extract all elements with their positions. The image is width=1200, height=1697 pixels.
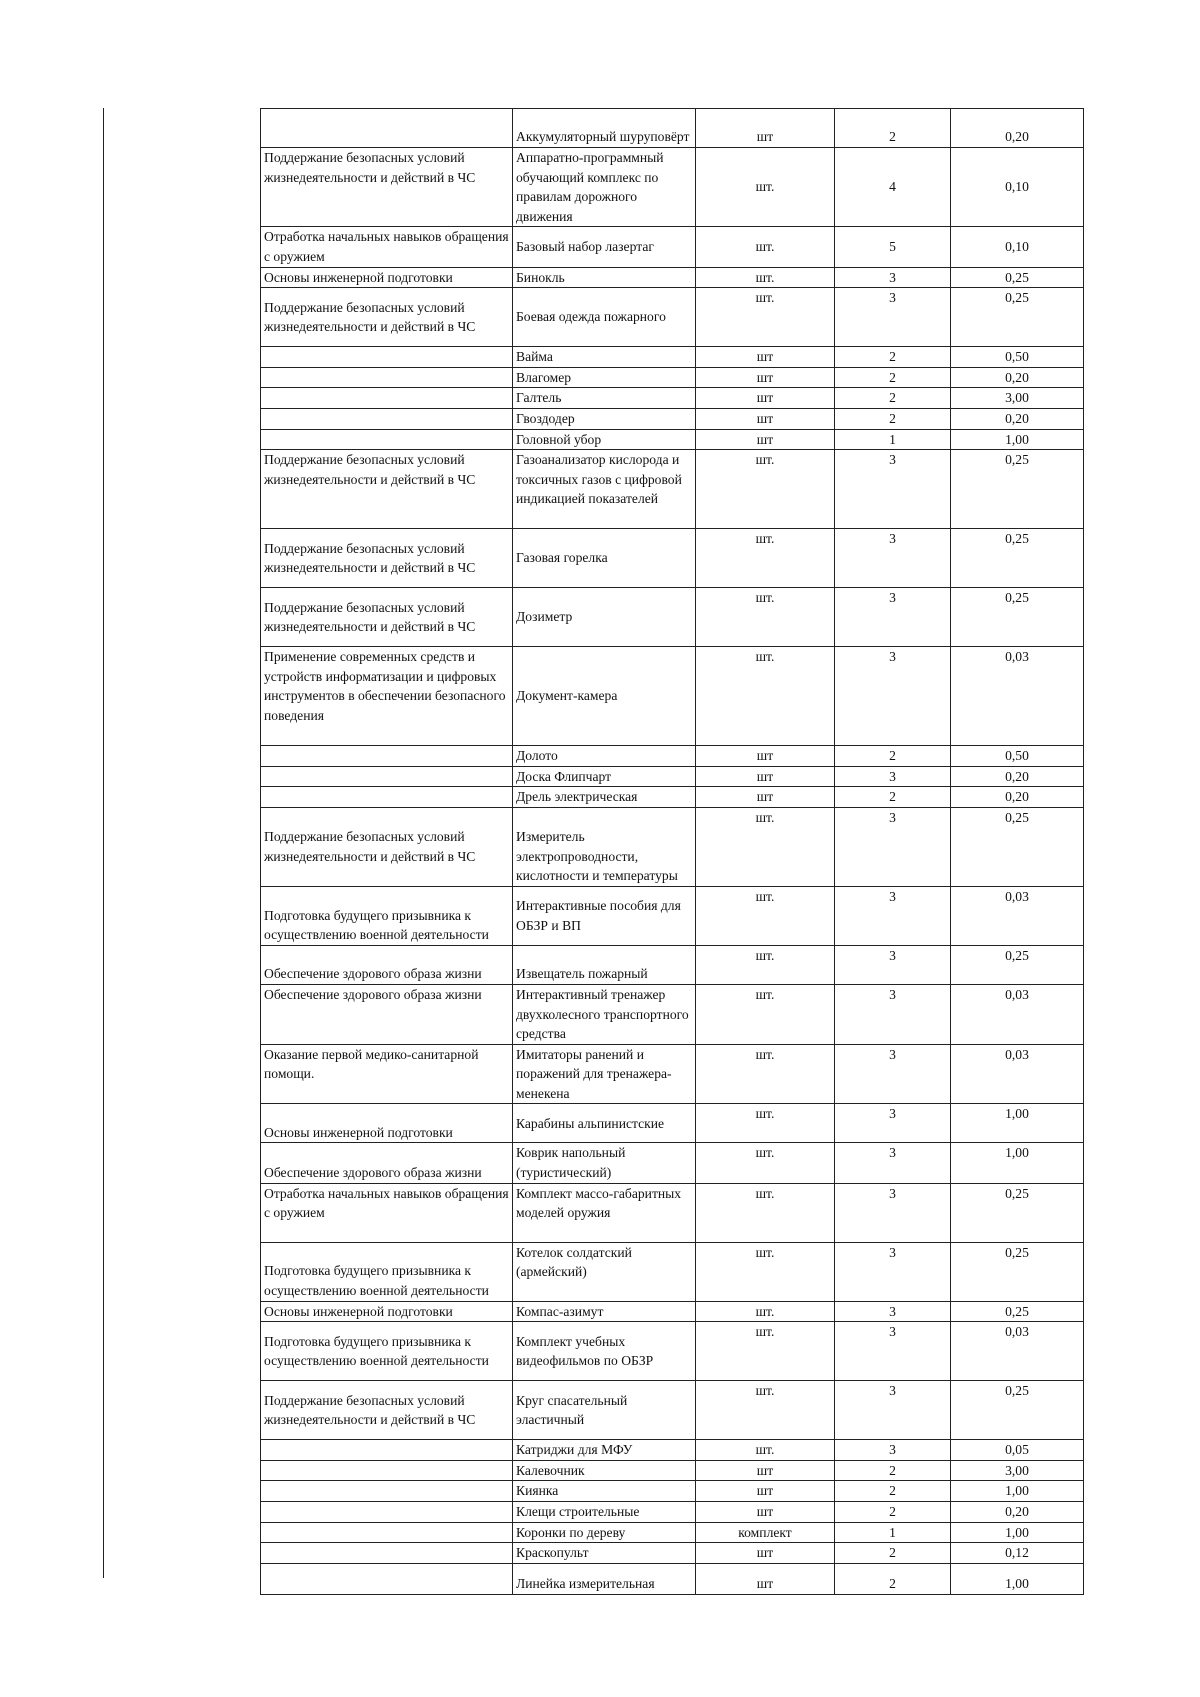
cell-study-area [261, 1543, 513, 1564]
table-row [261, 367, 1084, 388]
cell-quantity: 2 [835, 367, 951, 388]
cell-item-name: Головной убор [513, 429, 696, 450]
cell-coefficient: 1,00 [951, 1563, 1084, 1594]
cell-item-name: Аккумуляторный шуруповёрт [513, 109, 696, 148]
cell-unit: шт. [696, 1381, 835, 1440]
cell-item-name: Газоанализатор кислорода и токсичных газов с цифровой индикацией показателей [513, 450, 696, 529]
cell-study-area: Применение современных средств и устройств информатизации и цифровых инструментов в обеспечении безопасного поведения [261, 647, 513, 746]
cell-quantity: 3 [835, 945, 951, 984]
cell-quantity: 3 [835, 766, 951, 787]
cell-study-area: Поддержание безопасных условий жизнедеятельности и действий в ЧС [261, 807, 513, 886]
cell-study-area: Подготовка будущего призывника к осуществлению военной деятельности [261, 1242, 513, 1301]
table-row [261, 886, 1084, 945]
cell-quantity: 3 [835, 1044, 951, 1104]
cell-coefficient: 0,25 [951, 1301, 1084, 1322]
cell-study-area: Поддержание безопасных условий жизнедеятельности и действий в ЧС [261, 148, 513, 227]
cell-quantity: 3 [835, 1381, 951, 1440]
cell-item-name: Боевая одежда пожарного [513, 288, 696, 347]
cell-coefficient: 0,25 [951, 450, 1084, 529]
cell-item-name: Комплект учебных видеофильмов по ОБЗР [513, 1322, 696, 1381]
cell-quantity: 2 [835, 388, 951, 409]
cell-study-area: Поддержание безопасных условий жизнедеятельности и действий в ЧС [261, 1381, 513, 1440]
cell-coefficient: 3,00 [951, 1460, 1084, 1481]
cell-unit: шт [696, 109, 835, 148]
cell-item-name: Компас-азимут [513, 1301, 696, 1322]
cell-coefficient: 3,00 [951, 388, 1084, 409]
inventory-table-body [261, 109, 1084, 1595]
cell-coefficient: 0,03 [951, 647, 1084, 746]
table-row [261, 227, 1084, 267]
cell-item-name: Дрель электрическая [513, 787, 696, 808]
cell-quantity: 3 [835, 288, 951, 347]
cell-study-area: Поддержание безопасных условий жизнедеятельности и действий в ЧС [261, 450, 513, 529]
cell-study-area: Обеспечение здорового образа жизни [261, 1143, 513, 1183]
cell-quantity: 3 [835, 450, 951, 529]
cell-item-name: Доска Флипчарт [513, 766, 696, 787]
cell-unit: шт. [696, 148, 835, 227]
cell-study-area [261, 787, 513, 808]
cell-study-area [261, 1440, 513, 1461]
cell-coefficient: 0,20 [951, 408, 1084, 429]
cell-coefficient: 0,03 [951, 1044, 1084, 1104]
cell-item-name: Калевочник [513, 1460, 696, 1481]
cell-unit: шт [696, 787, 835, 808]
cell-item-name: Влагомер [513, 367, 696, 388]
cell-coefficient: 0,20 [951, 109, 1084, 148]
table-row [261, 647, 1084, 746]
cell-coefficient: 0,25 [951, 267, 1084, 288]
cell-unit: шт [696, 1502, 835, 1523]
table-row [261, 267, 1084, 288]
cell-unit: шт. [696, 1143, 835, 1183]
cell-quantity: 3 [835, 1242, 951, 1301]
cell-coefficient: 0,25 [951, 807, 1084, 886]
table-row [261, 1104, 1084, 1143]
cell-unit: шт. [696, 588, 835, 647]
cell-study-area: Поддержание безопасных условий жизнедеятельности и действий в ЧС [261, 588, 513, 647]
cell-study-area: Оказание первой медико-санитарной помощи. [261, 1044, 513, 1104]
table-row [261, 1381, 1084, 1440]
table-row [261, 766, 1084, 787]
table-row [261, 1183, 1084, 1242]
cell-unit: шт [696, 1543, 835, 1564]
cell-unit: шт [696, 367, 835, 388]
cell-study-area: Подготовка будущего призывника к осуществлению военной деятельности [261, 886, 513, 945]
cell-coefficient: 0,25 [951, 1242, 1084, 1301]
cell-study-area [261, 746, 513, 767]
cell-unit: шт. [696, 1440, 835, 1461]
cell-unit: шт [696, 347, 835, 368]
table-row [261, 746, 1084, 767]
table-row [261, 450, 1084, 529]
table-row [261, 1460, 1084, 1481]
cell-study-area: Отработка начальных навыков обращения с оружием [261, 1183, 513, 1242]
cell-coefficient: 0,25 [951, 288, 1084, 347]
table-row [261, 984, 1084, 1044]
cell-item-name: Комплект массо-габаритных моделей оружия [513, 1183, 696, 1242]
cell-study-area [261, 1481, 513, 1502]
table-row [261, 388, 1084, 409]
cell-item-name: Катриджи для МФУ [513, 1440, 696, 1461]
cell-study-area [261, 388, 513, 409]
cell-unit: шт. [696, 1104, 835, 1143]
cell-item-name: Клещи строительные [513, 1502, 696, 1523]
cell-coefficient: 0,20 [951, 1502, 1084, 1523]
cell-study-area [261, 367, 513, 388]
cell-item-name: Краскопульт [513, 1543, 696, 1564]
cell-unit: шт. [696, 267, 835, 288]
cell-unit: шт. [696, 807, 835, 886]
cell-coefficient: 0,25 [951, 1381, 1084, 1440]
cell-quantity: 2 [835, 1563, 951, 1594]
cell-item-name: Базовый набор лазертаг [513, 227, 696, 267]
cell-study-area [261, 109, 513, 148]
cell-unit: шт. [696, 1044, 835, 1104]
table-row [261, 1143, 1084, 1183]
cell-unit: шт [696, 408, 835, 429]
cell-quantity: 3 [835, 1143, 951, 1183]
table-row [261, 347, 1084, 368]
cell-coefficient: 0,03 [951, 1322, 1084, 1381]
cell-item-name: Дозиметр [513, 588, 696, 647]
table-row [261, 1481, 1084, 1502]
cell-coefficient: 0,03 [951, 984, 1084, 1044]
cell-unit: шт. [696, 1242, 835, 1301]
cell-quantity: 3 [835, 647, 951, 746]
cell-item-name: Коврик напольный (туристический) [513, 1143, 696, 1183]
cell-coefficient: 1,00 [951, 1481, 1084, 1502]
cell-quantity: 3 [835, 1104, 951, 1143]
cell-item-name: Интерактивный тренажер двухколесного транспортного средства [513, 984, 696, 1044]
cell-unit: комплект [696, 1522, 835, 1543]
cell-quantity: 2 [835, 1543, 951, 1564]
cell-study-area: Основы инженерной подготовки [261, 1301, 513, 1322]
cell-item-name: Линейка измерительная [513, 1563, 696, 1594]
cell-study-area: Поддержание безопасных условий жизнедеятельности и действий в ЧС [261, 529, 513, 588]
cell-item-name: Извещатель пожарный [513, 945, 696, 984]
table-row [261, 408, 1084, 429]
table-row [261, 787, 1084, 808]
cell-study-area [261, 347, 513, 368]
cell-unit: шт. [696, 1301, 835, 1322]
table-row [261, 1242, 1084, 1301]
cell-quantity: 2 [835, 347, 951, 368]
cell-coefficient: 0,20 [951, 367, 1084, 388]
cell-unit: шт. [696, 984, 835, 1044]
cell-coefficient: 1,00 [951, 429, 1084, 450]
cell-quantity: 3 [835, 1183, 951, 1242]
table-row [261, 1502, 1084, 1523]
cell-quantity: 3 [835, 529, 951, 588]
cell-quantity: 3 [835, 886, 951, 945]
cell-coefficient: 0,12 [951, 1543, 1084, 1564]
cell-study-area: Обеспечение здорового образа жизни [261, 984, 513, 1044]
table-row [261, 945, 1084, 984]
cell-study-area [261, 1460, 513, 1481]
cell-unit: шт [696, 388, 835, 409]
cell-coefficient: 1,00 [951, 1522, 1084, 1543]
cell-study-area: Поддержание безопасных условий жизнедеятельности и действий в ЧС [261, 288, 513, 347]
cell-unit: шт [696, 766, 835, 787]
table-row [261, 1322, 1084, 1381]
cell-quantity: 2 [835, 408, 951, 429]
table-row [261, 429, 1084, 450]
margin-rule [103, 108, 104, 1578]
cell-study-area [261, 1563, 513, 1594]
cell-coefficient: 0,25 [951, 945, 1084, 984]
cell-item-name: Газовая горелка [513, 529, 696, 588]
table-row [261, 807, 1084, 886]
cell-study-area: Обеспечение здорового образа жизни [261, 945, 513, 984]
cell-study-area [261, 766, 513, 787]
cell-item-name: Котелок солдатский (армейский) [513, 1242, 696, 1301]
inventory-table [260, 108, 1084, 1595]
cell-study-area [261, 1522, 513, 1543]
cell-unit: шт. [696, 227, 835, 267]
table-row [261, 1522, 1084, 1543]
table-row [261, 588, 1084, 647]
cell-unit: шт [696, 429, 835, 450]
cell-unit: шт [696, 1481, 835, 1502]
cell-unit: шт [696, 746, 835, 767]
table-row [261, 148, 1084, 227]
cell-quantity: 3 [835, 984, 951, 1044]
cell-item-name: Долото [513, 746, 696, 767]
table-row [261, 1543, 1084, 1564]
cell-coefficient: 0,25 [951, 1183, 1084, 1242]
cell-coefficient: 0,10 [951, 227, 1084, 267]
cell-study-area [261, 408, 513, 429]
cell-item-name: Вайма [513, 347, 696, 368]
cell-coefficient: 0,25 [951, 529, 1084, 588]
cell-quantity: 2 [835, 1460, 951, 1481]
cell-item-name: Имитаторы ранений и поражений для тренажера-менекена [513, 1044, 696, 1104]
cell-coefficient: 1,00 [951, 1143, 1084, 1183]
cell-quantity: 2 [835, 787, 951, 808]
cell-quantity: 4 [835, 148, 951, 227]
cell-unit: шт. [696, 1183, 835, 1242]
cell-coefficient: 0,50 [951, 347, 1084, 368]
cell-unit: шт. [696, 1322, 835, 1381]
cell-study-area [261, 429, 513, 450]
cell-item-name: Киянка [513, 1481, 696, 1502]
cell-item-name: Коронки по дереву [513, 1522, 696, 1543]
cell-item-name: Гвоздодер [513, 408, 696, 429]
cell-study-area: Подготовка будущего призывника к осуществлению военной деятельности [261, 1322, 513, 1381]
cell-quantity: 3 [835, 588, 951, 647]
cell-quantity: 3 [835, 1440, 951, 1461]
cell-coefficient: 0,20 [951, 787, 1084, 808]
cell-coefficient: 0,20 [951, 766, 1084, 787]
cell-quantity: 5 [835, 227, 951, 267]
cell-quantity: 3 [835, 1301, 951, 1322]
cell-quantity: 2 [835, 1481, 951, 1502]
cell-quantity: 3 [835, 807, 951, 886]
cell-coefficient: 1,00 [951, 1104, 1084, 1143]
table-row [261, 1044, 1084, 1104]
cell-unit: шт. [696, 886, 835, 945]
cell-item-name: Карабины альпинистские [513, 1104, 696, 1143]
cell-coefficient: 0,05 [951, 1440, 1084, 1461]
cell-quantity: 3 [835, 267, 951, 288]
cell-unit: шт. [696, 529, 835, 588]
cell-item-name: Интерактивные пособия для ОБЗР и ВП [513, 886, 696, 945]
cell-unit: шт. [696, 647, 835, 746]
cell-unit: шт. [696, 450, 835, 529]
cell-unit: шт [696, 1460, 835, 1481]
cell-quantity: 2 [835, 1502, 951, 1523]
cell-study-area: Основы инженерной подготовки [261, 1104, 513, 1143]
cell-quantity: 2 [835, 109, 951, 148]
cell-coefficient: 0,10 [951, 148, 1084, 227]
cell-study-area: Отработка начальных навыков обращения с оружием [261, 227, 513, 267]
cell-study-area [261, 1502, 513, 1523]
cell-item-name: Бинокль [513, 267, 696, 288]
cell-study-area: Основы инженерной подготовки [261, 267, 513, 288]
cell-quantity: 1 [835, 1522, 951, 1543]
table-row [261, 1563, 1084, 1594]
cell-unit: шт [696, 1563, 835, 1594]
cell-item-name: Галтель [513, 388, 696, 409]
cell-coefficient: 0,50 [951, 746, 1084, 767]
cell-coefficient: 0,25 [951, 588, 1084, 647]
cell-coefficient: 0,03 [951, 886, 1084, 945]
cell-unit: шт. [696, 945, 835, 984]
cell-item-name: Круг спасательный эластичный [513, 1381, 696, 1440]
table-row [261, 1440, 1084, 1461]
cell-quantity: 1 [835, 429, 951, 450]
cell-item-name: Измеритель электропроводности, кислотности и температуры [513, 807, 696, 886]
cell-item-name: Аппаратно-программный обучающий комплекс по правилам дорожного движения [513, 148, 696, 227]
table-row [261, 288, 1084, 347]
table-row [261, 1301, 1084, 1322]
cell-quantity: 3 [835, 1322, 951, 1381]
cell-unit: шт. [696, 288, 835, 347]
cell-item-name: Документ-камера [513, 647, 696, 746]
table-row [261, 109, 1084, 148]
table-row [261, 529, 1084, 588]
cell-quantity: 2 [835, 746, 951, 767]
